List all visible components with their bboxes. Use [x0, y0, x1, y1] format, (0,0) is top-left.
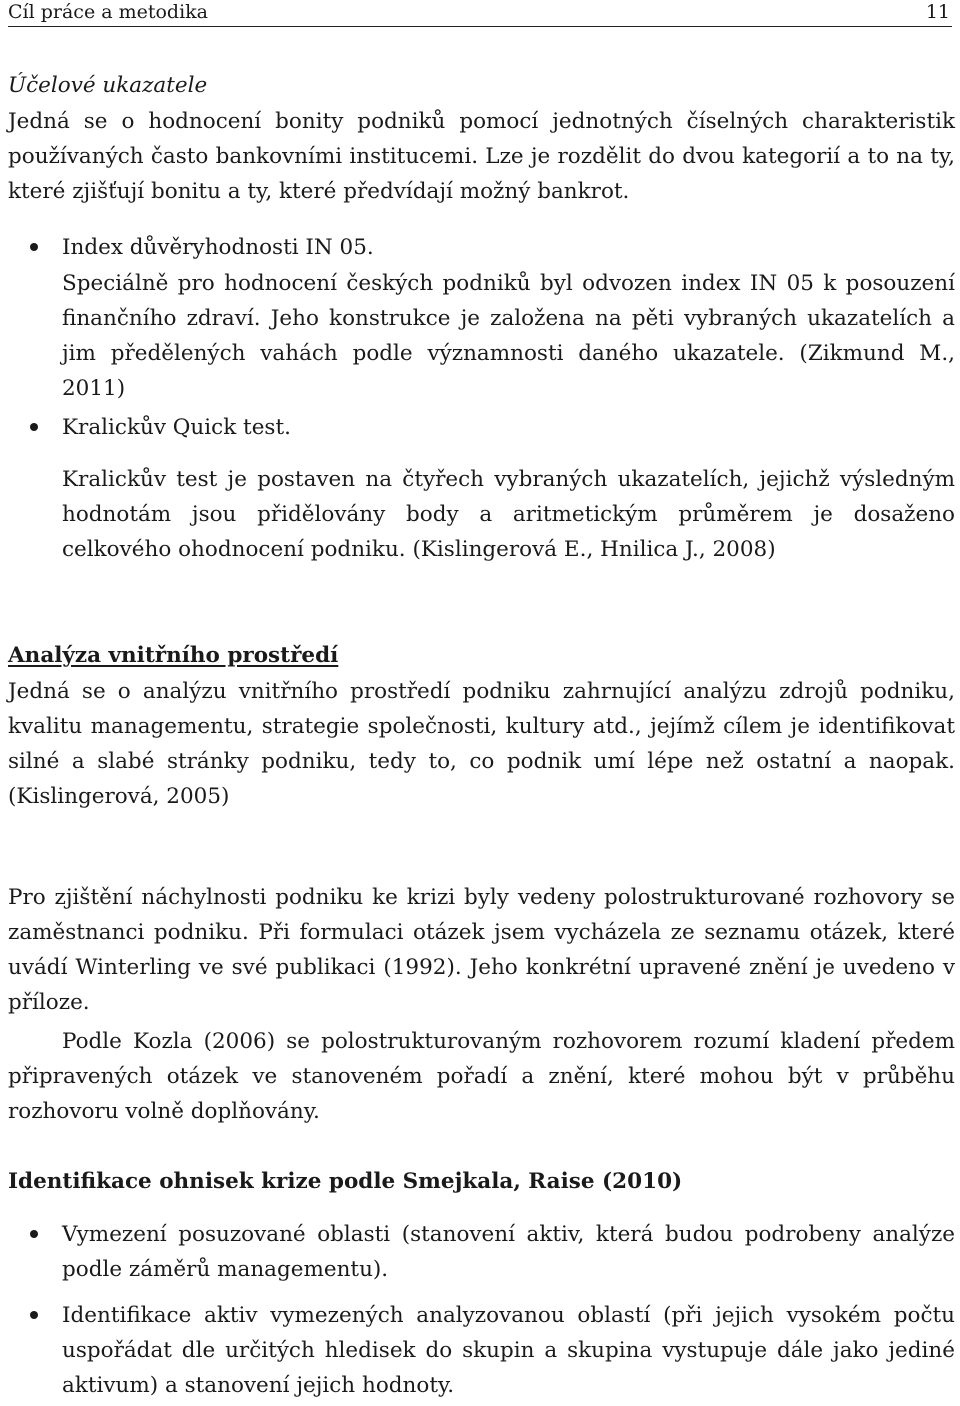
page-number: 11 — [925, 1, 950, 23]
page-header — [8, 0, 952, 27]
bullet-marker — [30, 243, 38, 251]
section2-text: Jedná se o analýzu vnitřního prostředí podniku zahrnující analýzu zdrojů podniku, kvalitu managementu, strategie společnosti, kultury atd., jejímž cílem je identifikovat silné a slabé stránky podniku, tedy to, co podnik umí lépe než ostatní a naopak. (Kislingerová, 2005) — [8, 679, 955, 809]
interview-paragraph: Pro zjištění náchylnosti podniku ke krizi byly vedeny polostrukturované rozhovory se zaměstnanci podniku. Při formulaci otázek jsem vycházela ze seznamu otázek, které uvádí Winterling ve své publikaci (1992). Jeho konkrétní upravené znění je uvedeno v příloze. — [8, 885, 955, 1015]
section-heading-ucelove-ukazatele: Účelové ukazatele — [8, 73, 208, 98]
kozel-paragraph: Podle Kozla (2006) se polostrukturovaným rozhovorem rozumí kladení předem připravených otázek ve stanoveném pořadí a znění, které mohou být v průběhu rozhovoru volně doplňovány. — [8, 1029, 955, 1124]
section-heading-identifikace: Identifikace ohnisek krize podle Smejkala, Raise (2010) — [8, 1169, 683, 1194]
bullet-index-in05-text: Speciálně pro hodnocení českých podniků byl odvozen index IN 05 k posouzení finančního zdraví. Jeho konstrukce je založena na pěti vybraných ukazatelích a jim předělených vahách podle významnosti daného ukazatele. (Zikmund M., 2011) — [62, 271, 955, 401]
section1-intro: Jedná se o hodnocení bonity podniků pomocí jednotných číselných charakteristik používaných často bankovními institucemi. Lze je rozdělit do dvou kategorií a to na ty, které zjišťují bonitu a ty, které předvídají možný bankrot. — [8, 109, 955, 204]
list-item: Identifikace aktiv vymezených analyzovanou oblastí (při jejich vysokém počtu uspořádat dle určitých hledisek do skupin a skupina vystupuje dále jako jediné aktivum) a stanovení jejich hodnoty. — [62, 1303, 955, 1398]
bullet-marker — [30, 1311, 38, 1319]
list-item: Vymezení posuzované oblasti (stanovení aktiv, která budou podrobeny analýze podle záměrů managementu). — [62, 1222, 955, 1282]
bullet-index-in05: Index důvěryhodnosti IN 05. — [62, 235, 374, 260]
bullet-kralick-test-text: Kralickův test je postaven na čtyřech vybraných ukazatelích, jejichž výsledným hodnotám jsou přidělovány body a aritmetickým průměrem je dosaženo celkového ohodnocení podniku. (Kislingerová E., Hnilica J., 2008) — [62, 467, 955, 562]
bullet-kralick-test: Kralickův Quick test. — [62, 415, 291, 440]
section-heading-analyza: Analýza vnitřního prostředí — [8, 643, 339, 668]
header-title: Cíl práce a metodika — [8, 1, 209, 23]
bullet-marker — [30, 1230, 38, 1238]
bullet-marker — [30, 423, 38, 431]
